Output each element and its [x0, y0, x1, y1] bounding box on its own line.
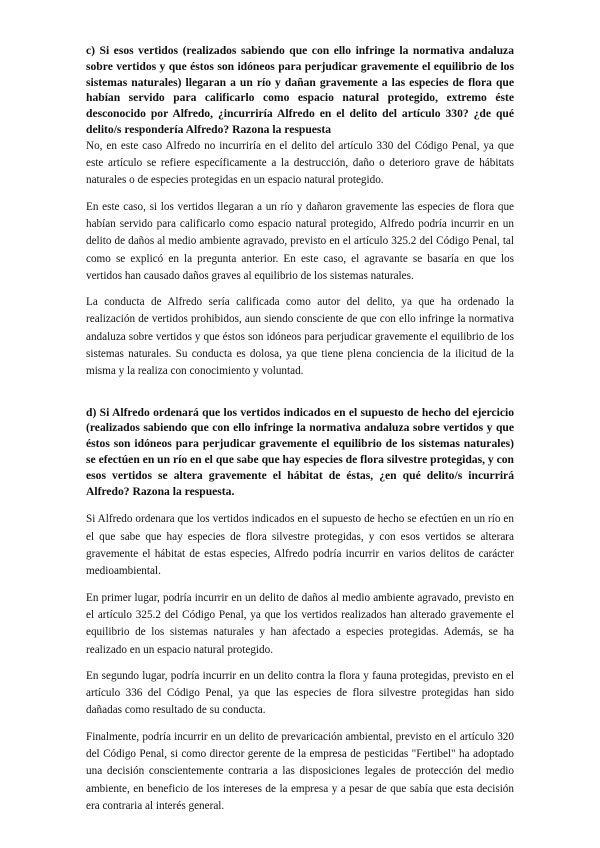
question-d-paragraph-3: En segundo lugar, podría incurrir en un delito contra la flora y fauna protegidas, previsto en el artículo 336 del Código Penal, ya que las especies de flora silvestre protegidas han sido dañadas como resultado de su conducta. [86, 669, 514, 717]
question-c-paragraph-3: La conducta de Alfredo sería calificada como autor del delito, ya que ha ordenado la realización de vertidos prohibidos, aun siendo consciente de que con ello infringe la normativa andaluza sobre vertidos y que éstos son idóneos para perjudicar gravemente el equilibrio de los sistemas naturales. Su conducta es dolosa, ya que tiene plena conciencia de la ilicitud de la misma y la realiza con conocimiento y voluntad. [86, 296, 514, 378]
question-d-paragraph-2: En primer lugar, podría incurrir en un delito de daños al medio ambiente agravado, previsto en el artículo 325.2 del Código Penal, ya que los vertidos realizados han alterado gravemente el equilibrio de los sistemas naturales y han afectado a especies protegidas. Además, se ha realizado en un espacio natural protegido. [86, 591, 514, 656]
question-c-paragraph-2: En este caso, si los vertidos llegaran a un río y dañaron gravemente las especies de flora que habían servido para calificarlo como espacio natural protegido, Alfredo podría incurrir en un delito de daños al medio ambiente agravado, previsto en el artículo 325.2 del Código Penal, tal como se explicó en la pregunta anterior. En este caso, el agravante se basaría en que los vertidos han causado daños graves al equilibrio de los sistemas naturales. [86, 200, 514, 282]
question-c-heading: c) Si esos vertidos (realizados sabiendo que con ello infringe la normativa andaluza sobre vertidos y que éstos son idóneos para perjudicar gravemente el equilibrio de los sistemas naturales) llegaran a un río y dañan gravemente a las especies de flora que habían servido para calificarlo como espacio natural protegido, extremo éste desconocido por Alfredo, ¿incurriría Alfredo en el delito del artículo 330? ¿de qué delito/s respondería Alfredo? Razona la respuesta [86, 44, 514, 136]
question-d-heading: d) Si Alfredo ordenará que los vertidos indicados en el supuesto de hecho del ejercicio (realizados sabiendo que con ello infringe la normativa andaluza sobre vertidos y que éstos son idóneos para perjudicar gravemente el equilibrio de los sistemas naturales) se efectúen en un río en el que sabe que hay especies de flora silvestre protegidas, y con esos vertidos se altera gravemente el hábitat de éstas, ¿en qué delito/s incurrirá Alfredo? Razona la respuesta. [86, 405, 514, 498]
question-d-paragraph-1: Si Alfredo ordenara que los vertidos indicados en el supuesto de hecho se efectúen en un río en el que sabe que hay especies de flora silvestre protegidas, y con esos vertidos se alterara gravemente el hábitat de estas especies, Alfredo podría incurrir en varios delitos de carácter medioambiental. [86, 513, 514, 578]
question-d-paragraph-4: Finalmente, podría incurrir en un delito de prevaricación ambiental, previsto en el artículo 320 del Código Penal, si como director gerente de la empresa de pesticidas "Fertibel" ha adoptado una decisión conscientemente contraria a las disposiciones legales de protección del medio ambiente, en beneficio de los intereses de la empresa y a pesar de que sabía que esta decisión era contraria al interés general. [86, 730, 514, 812]
document-page [86, 43, 514, 815]
question-c-paragraph-1: No, en este caso Alfredo no incurriría en el delito del artículo 330 del Código Penal, ya que este artículo se refiere específicamente a la destrucción, daño o deterioro grave de hábitats naturales o de especies protegidas en un espacio natural protegido. [86, 139, 514, 187]
